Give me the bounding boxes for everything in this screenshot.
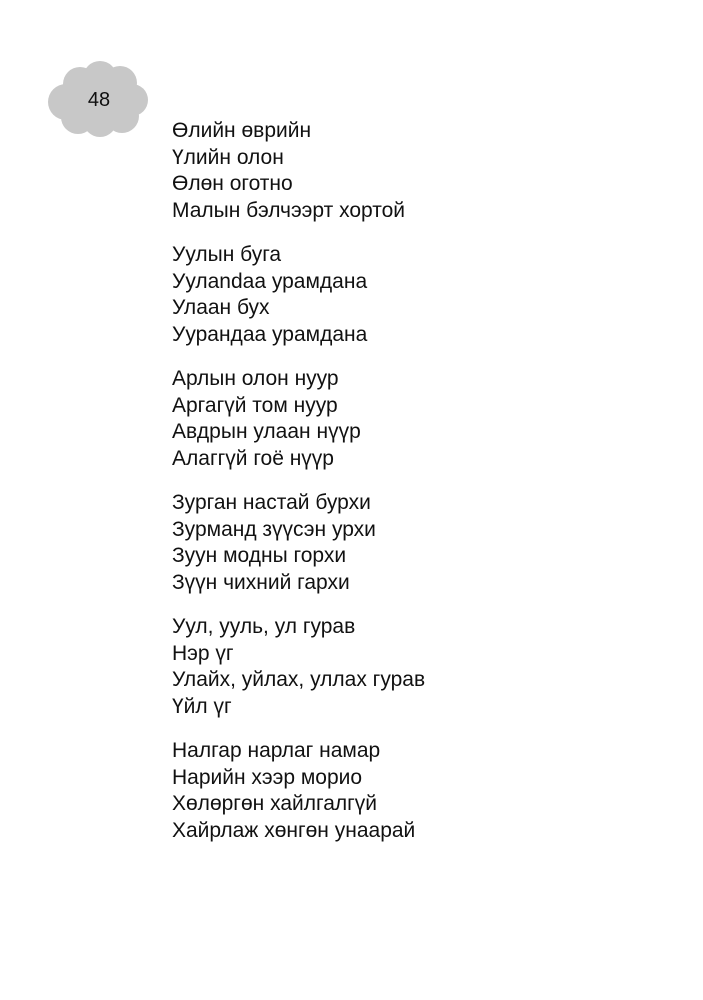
page-number-badge: [44, 58, 150, 140]
poem-line: Улайх, уйлах, уллах гурав: [172, 668, 426, 691]
stanza: [172, 738, 672, 844]
stanza: [172, 118, 672, 224]
poem-line: Аргагүй том нуур: [172, 393, 338, 417]
poem-line: Зурманд зүүсэн урхи: [172, 517, 376, 541]
poem-line: Хөлөргөн хайлгалгүй: [172, 792, 378, 815]
page-number: 48: [87, 89, 111, 111]
poem-line: Уулandaа урамдана: [172, 269, 368, 293]
poem-line: Уурандаа урамдана: [172, 322, 368, 346]
poem-line: Зурган настай бурхи: [172, 491, 371, 514]
poem-line: Өлөн оготно: [172, 172, 293, 195]
poem-line: Үлийн олон: [172, 145, 284, 169]
poem-line: Малын бэлчээрт хортой: [172, 198, 406, 222]
poem-line: Алаггүй гоё нүүр: [172, 446, 334, 470]
poem-line: Авдрын улаан нүүр: [172, 420, 361, 443]
poem-line: Уул, ууль, ул гурав: [172, 615, 356, 638]
poem-line: Уулын буга: [172, 243, 282, 266]
poem-line: Улаан бух: [172, 296, 270, 319]
poem-line: Зуун модны горхи: [172, 544, 347, 567]
poem-line: Арлын олон нуур: [172, 367, 339, 390]
poem-line: Хайрлаж хөнгөн унаарай: [172, 818, 416, 842]
poem-line: Өлийн өврийн: [172, 119, 312, 142]
stanza: [172, 614, 672, 720]
stanza: [172, 242, 672, 348]
stanza: [172, 490, 672, 596]
poem-line: Үйл үг: [172, 694, 232, 718]
poem-line: Нарийн хээр морио: [172, 765, 363, 789]
poem-line: Налгар нарлаг намар: [172, 739, 381, 762]
stanza: [172, 366, 672, 472]
poem-line: Нэр үг: [172, 641, 234, 665]
poem-line: Зүүн чихний гархи: [172, 570, 350, 594]
poem: [172, 118, 672, 862]
